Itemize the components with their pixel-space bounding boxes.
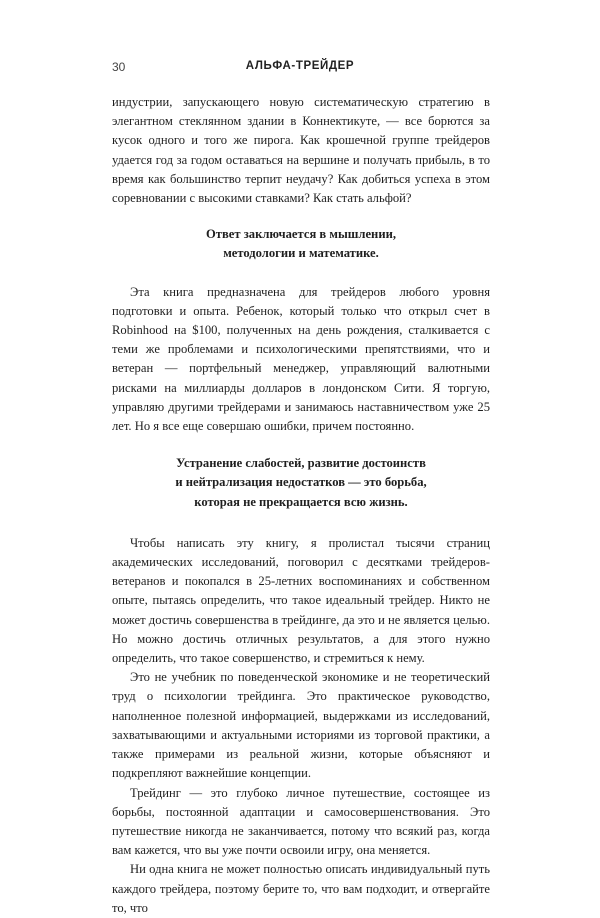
callout-2-line-3: которая не прекращается всю жизнь. (194, 494, 408, 509)
paragraph-5: Трейдинг — это глубоко личное путешествие, состоящее из борьбы, постоянной адаптации и самосовершенствования. Это путешествие никогда не заканчивается, потому что всякий раз, когда вам кажется, что вы уже почти освоили игру, она меняется. (112, 785, 490, 858)
paragraph-1: индустрии, запускающего новую систематическую стратегию в элегантном стеклянном здании в Коннектикуте, — все борются за кусок одного и того же пирога. Как крошечной группе трейдеров удается год за годом оставаться на вершине и получать прибыль, в то время как большинство терпит неудачу? Как добиться успеха в этом соревновании с высокими ставками? Как стать альфой? (112, 95, 490, 206)
callout-quote-2 (112, 454, 490, 512)
paragraph-4: Это не учебник по поведенческой экономике и не теоретический труд о психологии трейдинга. Это практическое руководство, наполненное полезной информацией, выдержками из исследований, захватывающими и актуальными историями из торговой практики, а также примерами из реальной жизни, которые объясняют и подкрепляют важнейшие концепции. (112, 670, 490, 781)
paragraph-3: Чтобы написать эту книгу, я пролистал тысячи страниц академических исследований, поговорил с десятками трейдеров-ветеранов и покопался в 25-летних воспоминаниях и собственном опыте, пытаясь определить, что такое идеальный трейдер. Никто не может достичь совершенства в трейдинге, да это и не является целью. Но можно достичь отличных результатов, а для этого нужно определить, что такое совершенство, и стремиться к нему. (112, 535, 490, 666)
paragraph-2: Эта книга предназначена для трейдеров любого уровня подготовки и опыта. Ребенок, который только что открыл счет в Robinhood на $100, полученных на день рождения, сталкивается с теми же проблемами и психологическими препятствиями, что и ветеран — портфельный менеджер, управляющий валютными рисками на миллиарды долларов в лондонском Сити. Я торгую, управляю другими трейдерами и занимаюсь наставничеством уже 25 лет. Но я все еще совершаю ошибки, причем постоянно. (112, 284, 490, 434)
page-body (112, 93, 490, 918)
running-title: АЛЬФА-ТРЕЙДЕР (245, 60, 355, 72)
callout-quote-1 (112, 225, 490, 263)
callout-1-line-2: методологии и математике. (223, 246, 379, 261)
callout-2-line-1: Устранение слабостей, развитие достоинств (176, 456, 426, 471)
paragraph-6: Ни одна книга не может полностью описать индивидуальный путь каждого трейдера, поэтому берите то, что вам подходит, и отвергайте то, что (112, 862, 490, 915)
page-number: 30 (112, 60, 126, 74)
callout-2-line-2: и нейтрализация недостатков — это борьба, (175, 475, 427, 490)
callout-1-line-1: Ответ заключается в мышлении, (206, 227, 396, 242)
page-header (112, 60, 488, 80)
